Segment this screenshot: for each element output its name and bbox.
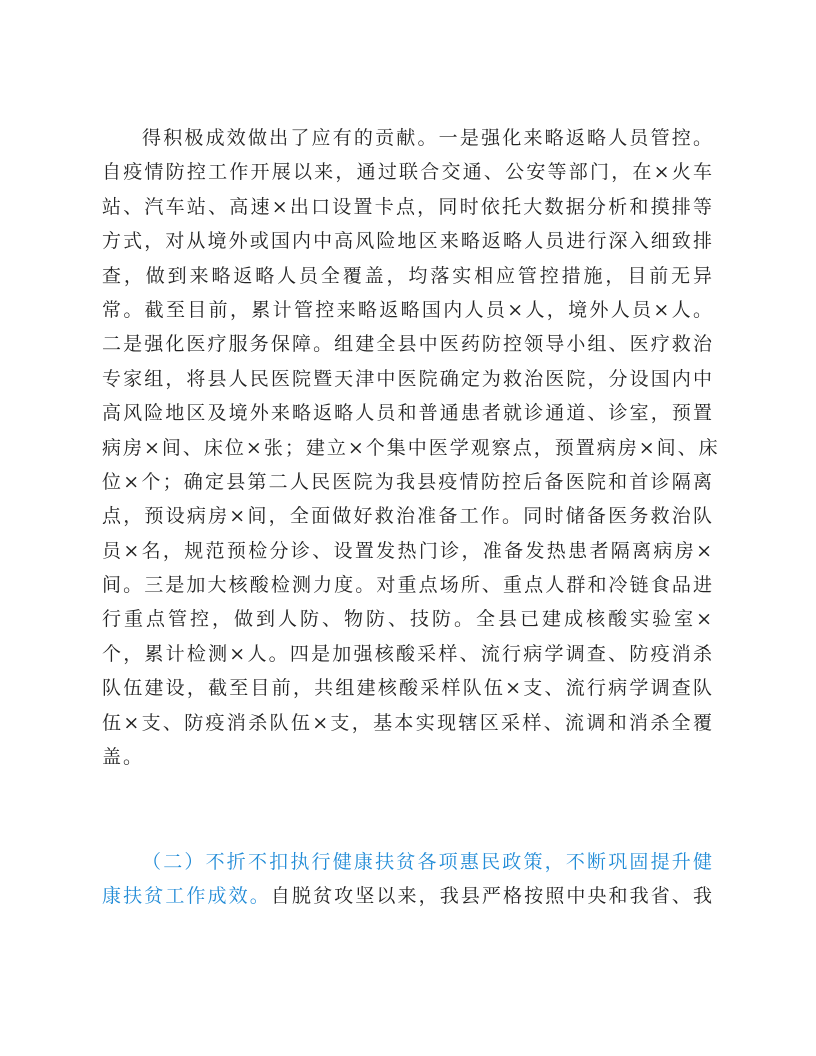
paragraph-1-line: 伍×支、防疫消杀队伍×支，基本实现辖区采样、流调和消杀全覆 (102, 711, 714, 734)
paragraph-1-line: 常。截至目前，累计管控来略返略国内人员×人，境外人员×人。 (102, 298, 714, 321)
paragraph-1-line: 站、汽车站、高速×出口设置卡点，同时依托大数据分析和摸排等 (102, 195, 714, 218)
paragraph-1-line: 病房×间、床位×张；建立×个集中医学观察点，预置病房×间、床 (102, 436, 720, 459)
paragraph-1-line: 盖。 (102, 746, 145, 769)
paragraph-1-line: 查，做到来略返略人员全覆盖，均落实相应管控措施，目前无异 (102, 264, 714, 287)
paragraph-2-body: 自脱贫攻坚以来，我县严格按照中央和我省、我 (270, 885, 714, 908)
paragraph-1-line: 得积极成效做出了应有的贡献。一是强化来略返略人员管控。 (142, 127, 714, 149)
paragraph-2 (102, 845, 714, 914)
paragraph-1-line: 位×个；确定县第二人民医院为我县疫情防控后备医院和首诊隔离 (102, 470, 714, 493)
paragraph-1-line: 队伍建设，截至目前，共组建核酸采样队伍×支、流行病学调查队 (102, 677, 714, 700)
paragraph-1-line: 点，预设病房×间，全面做好救治准备工作。同时储备医务救治队 (102, 505, 714, 528)
paragraph-1-line: 员×名，规范预检分诊、设置发热门诊，准备发热患者隔离病房× (102, 539, 714, 562)
section-heading: （二）不折不扣执行健康扶贫各项惠民政策，不断巩固提升健 (142, 851, 714, 873)
paragraph-1-line: 自疫情防控工作开展以来，通过联合交通、公安等部门，在×火车 (102, 161, 714, 184)
paragraph-1-line: 专家组，将县人民医院暨天津中医院确定为救治医院，分设国内中 (102, 367, 714, 390)
paragraph-1-line: 间。三是加大核酸检测力度。对重点场所、重点人群和冷链食品进 (102, 574, 714, 597)
section-heading-continued: 康扶贫工作成效。 (102, 885, 271, 908)
paragraph-1-line: 高风险地区及境外来略返略人员和普通患者就诊通道、诊室，预置 (102, 402, 714, 425)
paragraph-1-line: 行重点管控，做到人防、物防、技防。全县已建成核酸实验室× (102, 608, 714, 631)
paragraph-1-line: 二是强化医疗服务保障。组建全县中医药防控领导小组、医疗救治 (102, 333, 714, 356)
paragraph-1-line: 个，累计检测×人。四是加强核酸采样、流行病学调查、防疫消杀 (102, 642, 714, 665)
paragraph-1 (102, 121, 720, 774)
paragraph-1-line: 方式，对从境外或国内中高风险地区来略返略人员进行深入细致排 (102, 230, 714, 253)
